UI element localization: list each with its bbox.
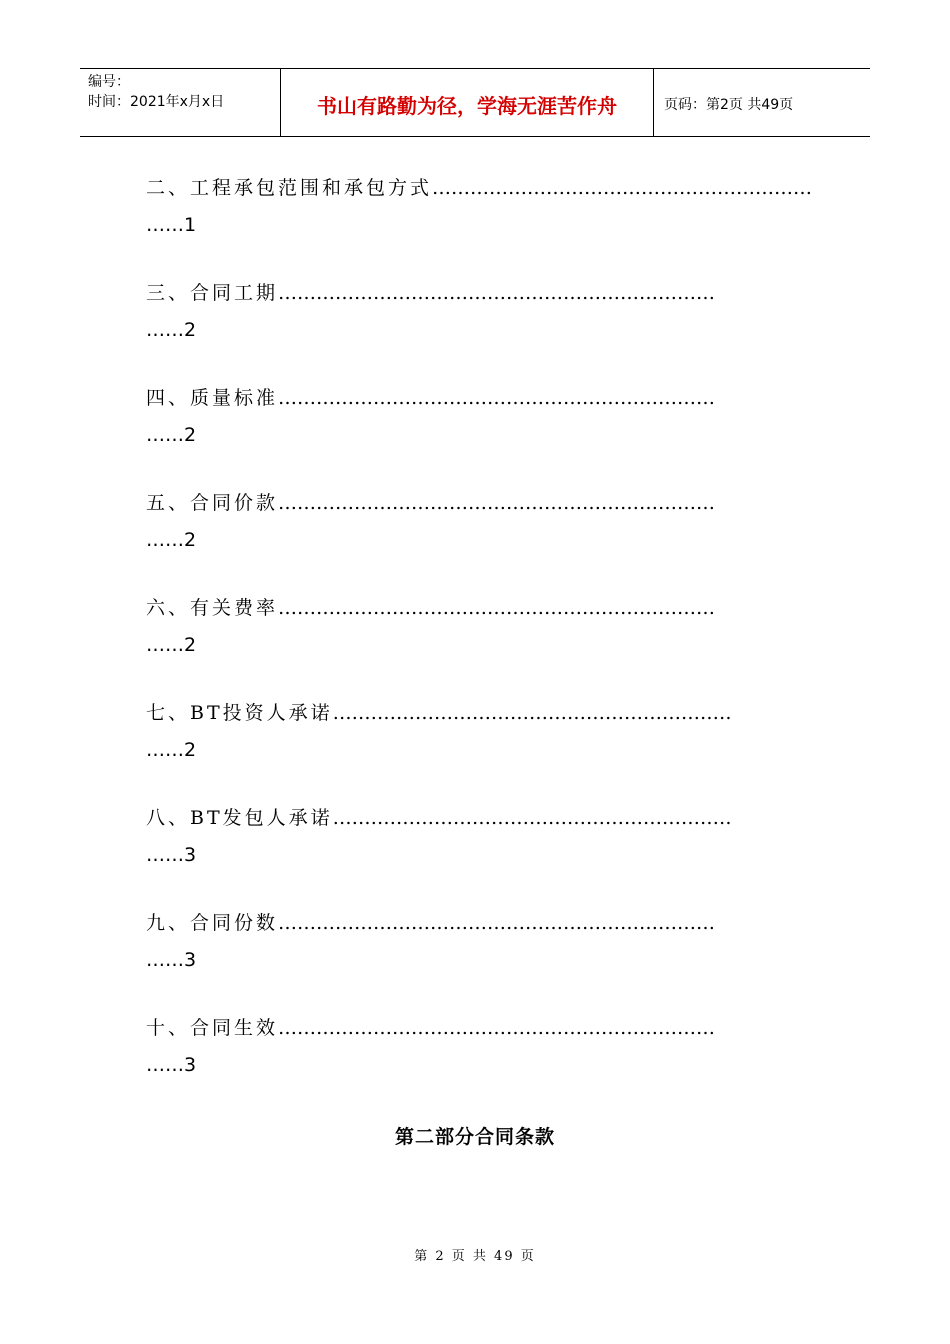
table-of-contents bbox=[146, 168, 813, 1113]
toc-entry[interactable] bbox=[146, 1008, 806, 1113]
toc-entry[interactable] bbox=[146, 588, 806, 693]
toc-entry[interactable] bbox=[146, 483, 806, 588]
toc-entry-page: ……3 bbox=[146, 1054, 197, 1076]
toc-entry-leader: …………………………………………………………… bbox=[278, 387, 716, 409]
page-footer: 第 2 页 共 49 页 bbox=[414, 1249, 536, 1264]
toc-entry-leader: …………………………………………………………… bbox=[278, 1017, 716, 1039]
toc-entry[interactable] bbox=[146, 273, 806, 378]
document-time-label: 时间：2021年x月x日 bbox=[88, 94, 225, 110]
toc-entry-title: 六、有关费率 bbox=[146, 597, 279, 619]
toc-entry-title: 十、合同生效 bbox=[146, 1017, 279, 1039]
section-title: 第二部分合同条款 bbox=[394, 1126, 555, 1148]
toc-entry-page: ……2 bbox=[146, 424, 197, 446]
document-number-label: 编号： bbox=[88, 74, 130, 90]
toc-entry-title: 五、合同价款 bbox=[146, 492, 279, 514]
toc-entry-title: 二、工程承包范围和承包方式 bbox=[146, 177, 433, 199]
header-motto: 书山有路勤为径，学海无涯苦作舟 bbox=[281, 69, 654, 136]
toc-entry[interactable] bbox=[146, 693, 806, 798]
header-meta bbox=[80, 69, 281, 136]
page-header bbox=[80, 68, 870, 137]
toc-entry-page: ……3 bbox=[146, 949, 197, 971]
toc-entry[interactable] bbox=[146, 378, 806, 483]
toc-entry-title: 七、BT投资人承诺 bbox=[146, 702, 333, 724]
toc-entry[interactable] bbox=[146, 798, 806, 903]
toc-entry-page: ……2 bbox=[146, 634, 197, 656]
toc-entry[interactable] bbox=[146, 168, 813, 273]
toc-entry-title: 九、合同份数 bbox=[146, 912, 279, 934]
toc-entry-title: 四、质量标准 bbox=[146, 387, 279, 409]
toc-entry-leader: …………………………………………………………… bbox=[278, 912, 716, 934]
header-page-info: 页码：第2页 共49页 bbox=[664, 96, 794, 113]
toc-entry-page: ……2 bbox=[146, 739, 197, 761]
toc-entry-leader: …………………………………………………………… bbox=[278, 492, 716, 514]
toc-entry-page: ……2 bbox=[146, 529, 197, 551]
toc-entry-leader: ……………………………………………………… bbox=[332, 807, 732, 829]
toc-entry-title: 八、BT发包人承诺 bbox=[146, 807, 333, 829]
toc-entry-leader: …………………………………………………………… bbox=[278, 597, 716, 619]
toc-entry-title: 三、合同工期 bbox=[146, 282, 279, 304]
toc-entry[interactable] bbox=[146, 903, 806, 1008]
toc-entry-leader: ……………………………………………………… bbox=[332, 702, 732, 724]
toc-entry-leader: …………………………………………………… bbox=[432, 177, 813, 199]
toc-entry-leader: …………………………………………………………… bbox=[278, 282, 716, 304]
toc-entry-page: ……3 bbox=[146, 844, 197, 866]
toc-entry-page: ……2 bbox=[146, 319, 197, 341]
toc-entry-page: ……1 bbox=[146, 214, 197, 236]
